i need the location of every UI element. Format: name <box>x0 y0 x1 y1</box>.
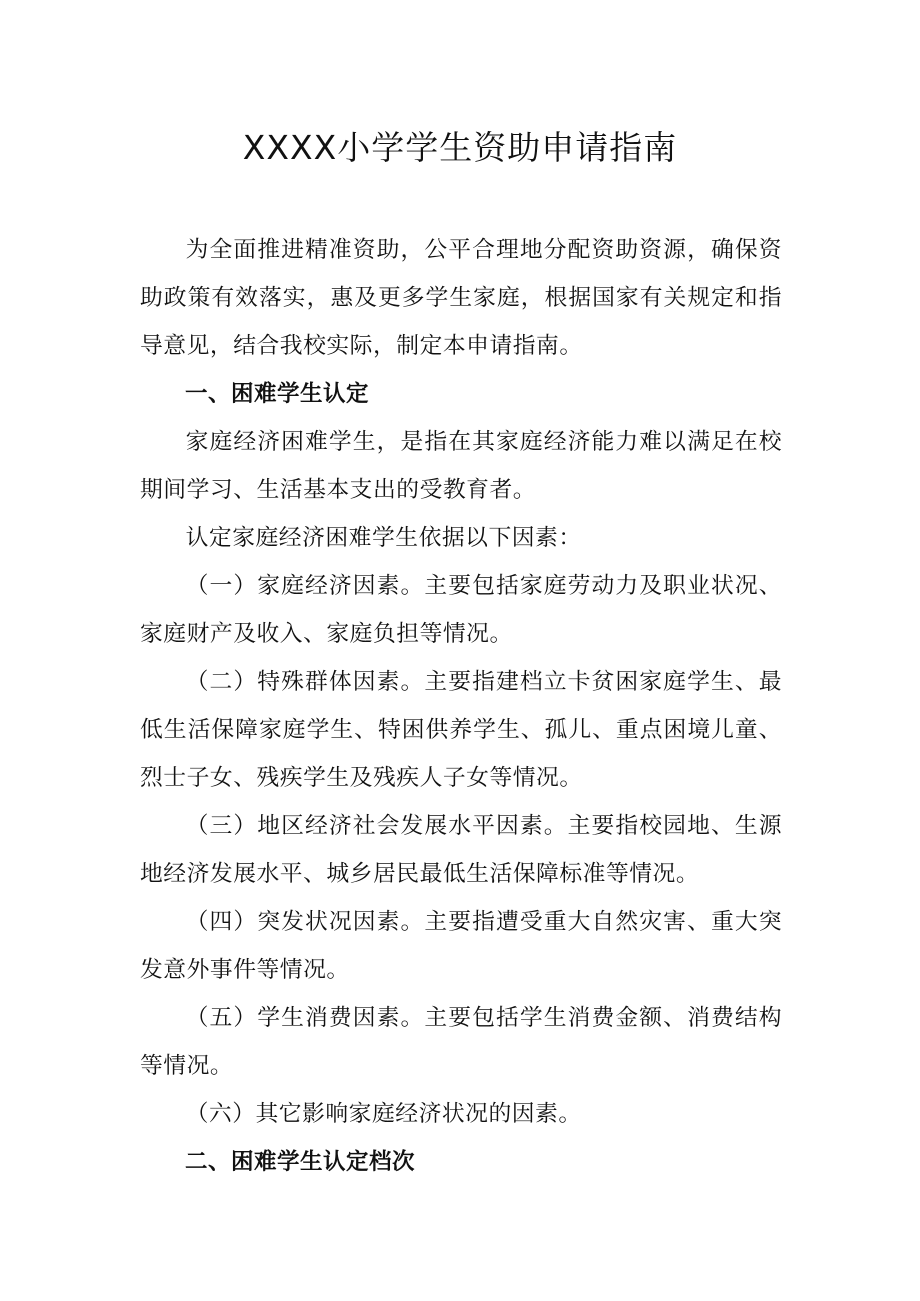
factor-item-1: （一）家庭经济因素。主要包括家庭劳动力及职业状况、家庭财产及收入、家庭负担等情况。 <box>140 573 782 647</box>
factors-intro-paragraph: 认定家庭经济困难学生依据以下因素： <box>185 525 582 551</box>
factor-item-2: （二）特殊群体因素。主要指建档立卡贫困家庭学生、最低生活保障家庭学生、特困供养学生、孤儿、重点困境儿童、烈士子女、残疾学生及残疾人子女等情况。 <box>140 669 782 791</box>
factor-item-5: （五）学生消费因素。主要包括学生消费金额、消费结构等情况。 <box>140 1005 782 1079</box>
intro-paragraph: 为全面推进精准资助，公平合理地分配资助资源，确保资助政策有效落实，惠及更多学生家庭，根据国家有关规定和指导意见，结合我校实际，制定本申请指南。 <box>140 237 782 359</box>
definition-paragraph: 家庭经济困难学生，是指在其家庭经济能力难以满足在校期间学习、生活基本支出的受教育者。 <box>140 429 782 503</box>
factor-item-3: （三）地区经济社会发展水平因素。主要指校园地、生源地经济发展水平、城乡居民最低生活保障标准等情况。 <box>140 813 782 887</box>
factor-item-4: （四）突发状况因素。主要指遭受重大自然灾害、重大突发意外事件等情况。 <box>140 909 782 983</box>
section-heading-2: 二、困难学生认定档次 <box>185 1149 416 1175</box>
factor-item-6: （六）其它影响家庭经济状况的因素。 <box>185 1101 582 1127</box>
document-body <box>140 226 782 1186</box>
document-title: XXXX小学学生资助申请指南 <box>242 128 678 167</box>
section-heading-1: 一、困难学生认定 <box>185 381 370 407</box>
